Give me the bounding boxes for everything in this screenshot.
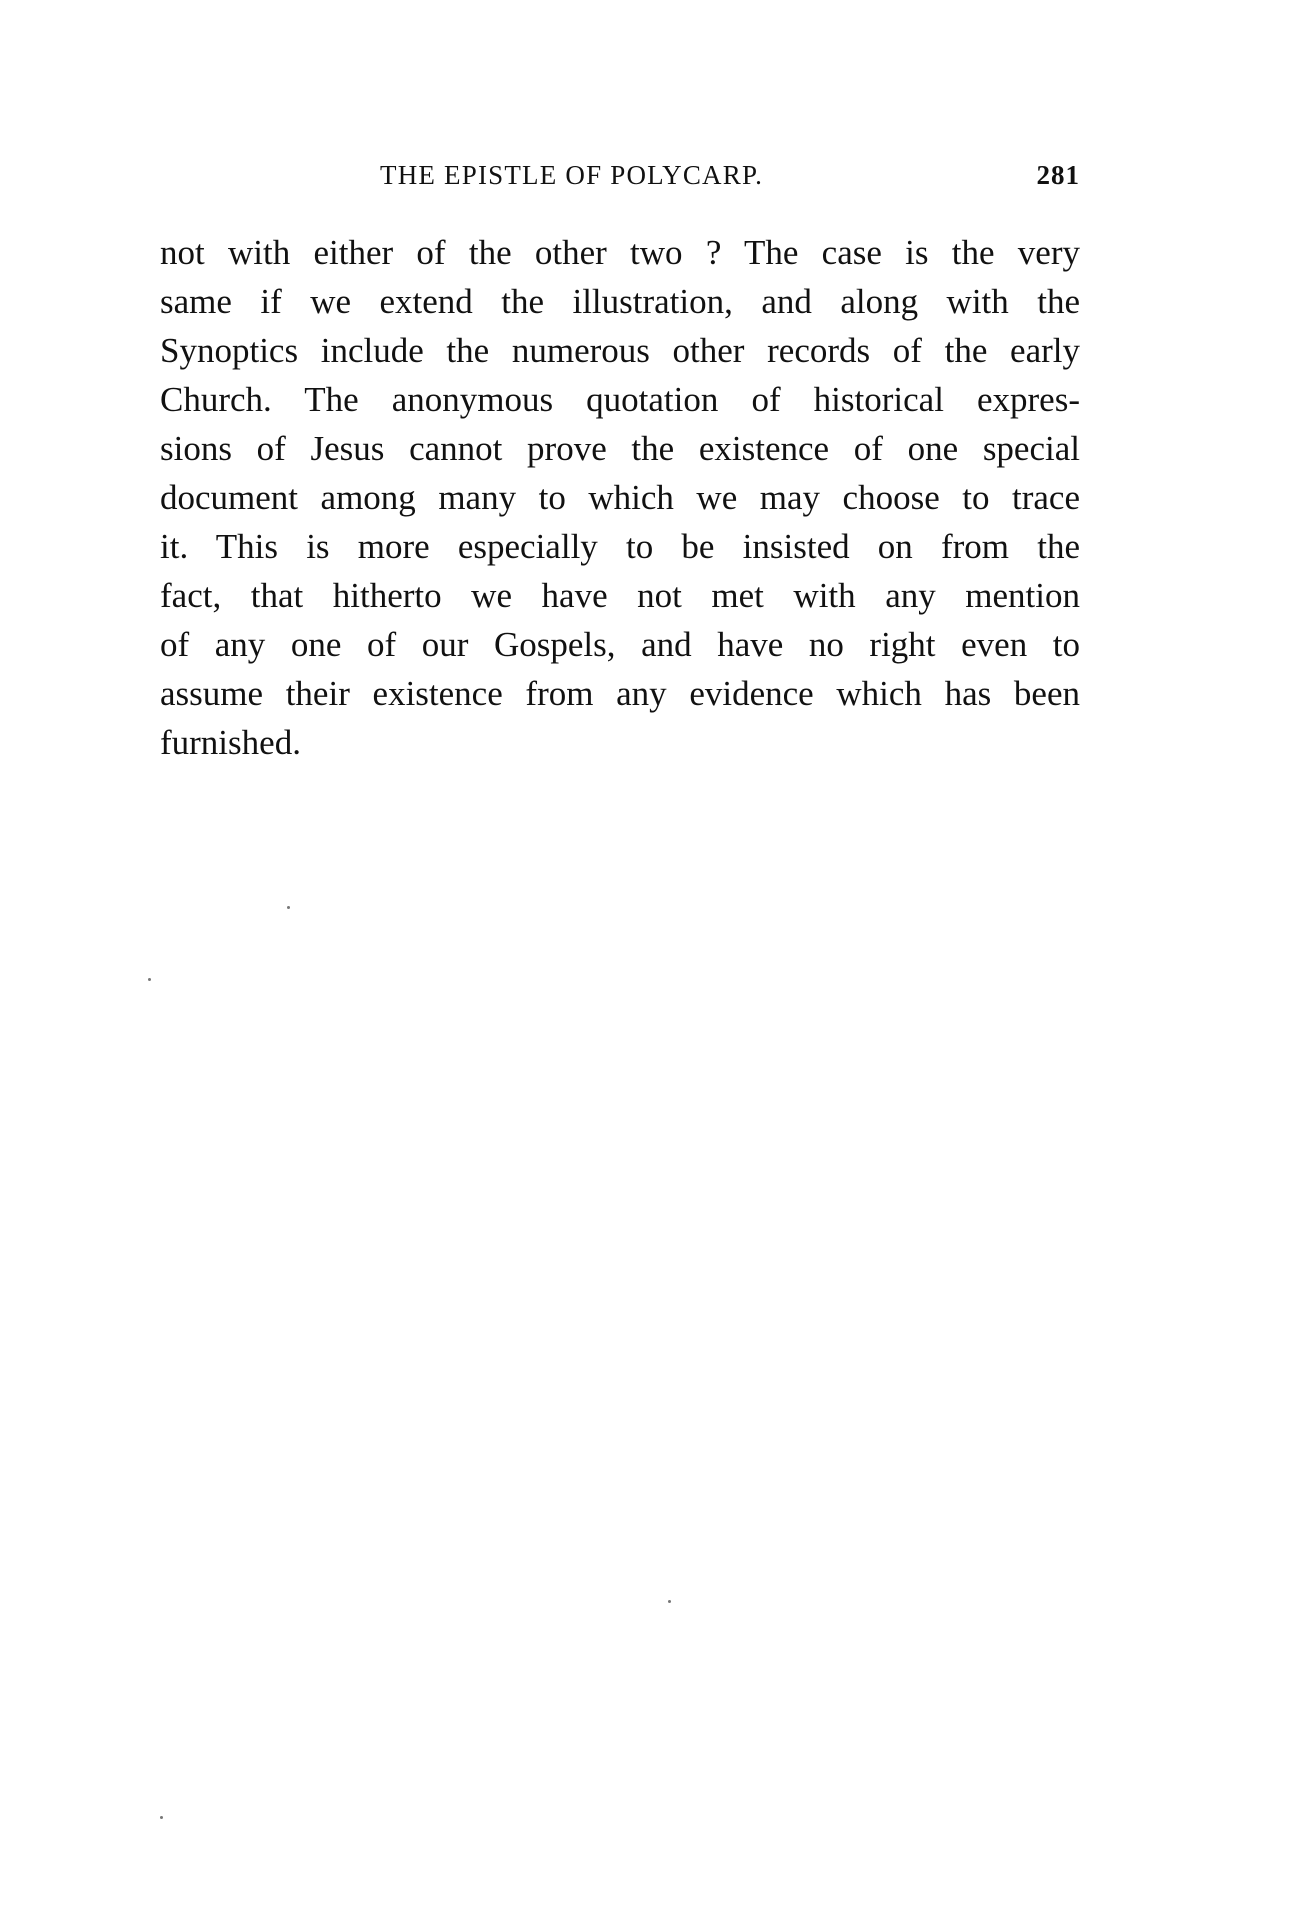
text-line: Church. The anonymous quotation of historical expres-	[160, 380, 1080, 419]
text-line: sions of Jesus cannot prove the existence of one special	[160, 429, 1080, 468]
running-head	[160, 160, 1080, 200]
text-line: it. This is more especially to be insisted on from the	[160, 527, 1080, 566]
text-line: assume their existence from any evidence which has been	[160, 674, 1080, 713]
scan-speck	[287, 906, 290, 909]
text-line: document among many to which we may choose to trace	[160, 478, 1080, 517]
text-line: not with either of the other two ? The case is the very	[160, 233, 1080, 272]
page-number: 281	[1036, 160, 1080, 190]
text-line-last: furnished.	[160, 723, 301, 762]
body-paragraph	[160, 228, 1080, 767]
scan-speck	[668, 1600, 671, 1603]
text-line: same if we extend the illustration, and along with the	[160, 282, 1080, 321]
running-title: THE EPISTLE OF POLYCARP.	[380, 160, 764, 190]
scan-speck	[160, 1816, 163, 1819]
text-line: Synoptics include the numerous other records of the early	[160, 331, 1080, 370]
text-line: of any one of our Gospels, and have no right even to	[160, 625, 1080, 664]
scan-speck	[148, 978, 151, 981]
text-line: fact, that hitherto we have not met with any mention	[160, 576, 1080, 615]
